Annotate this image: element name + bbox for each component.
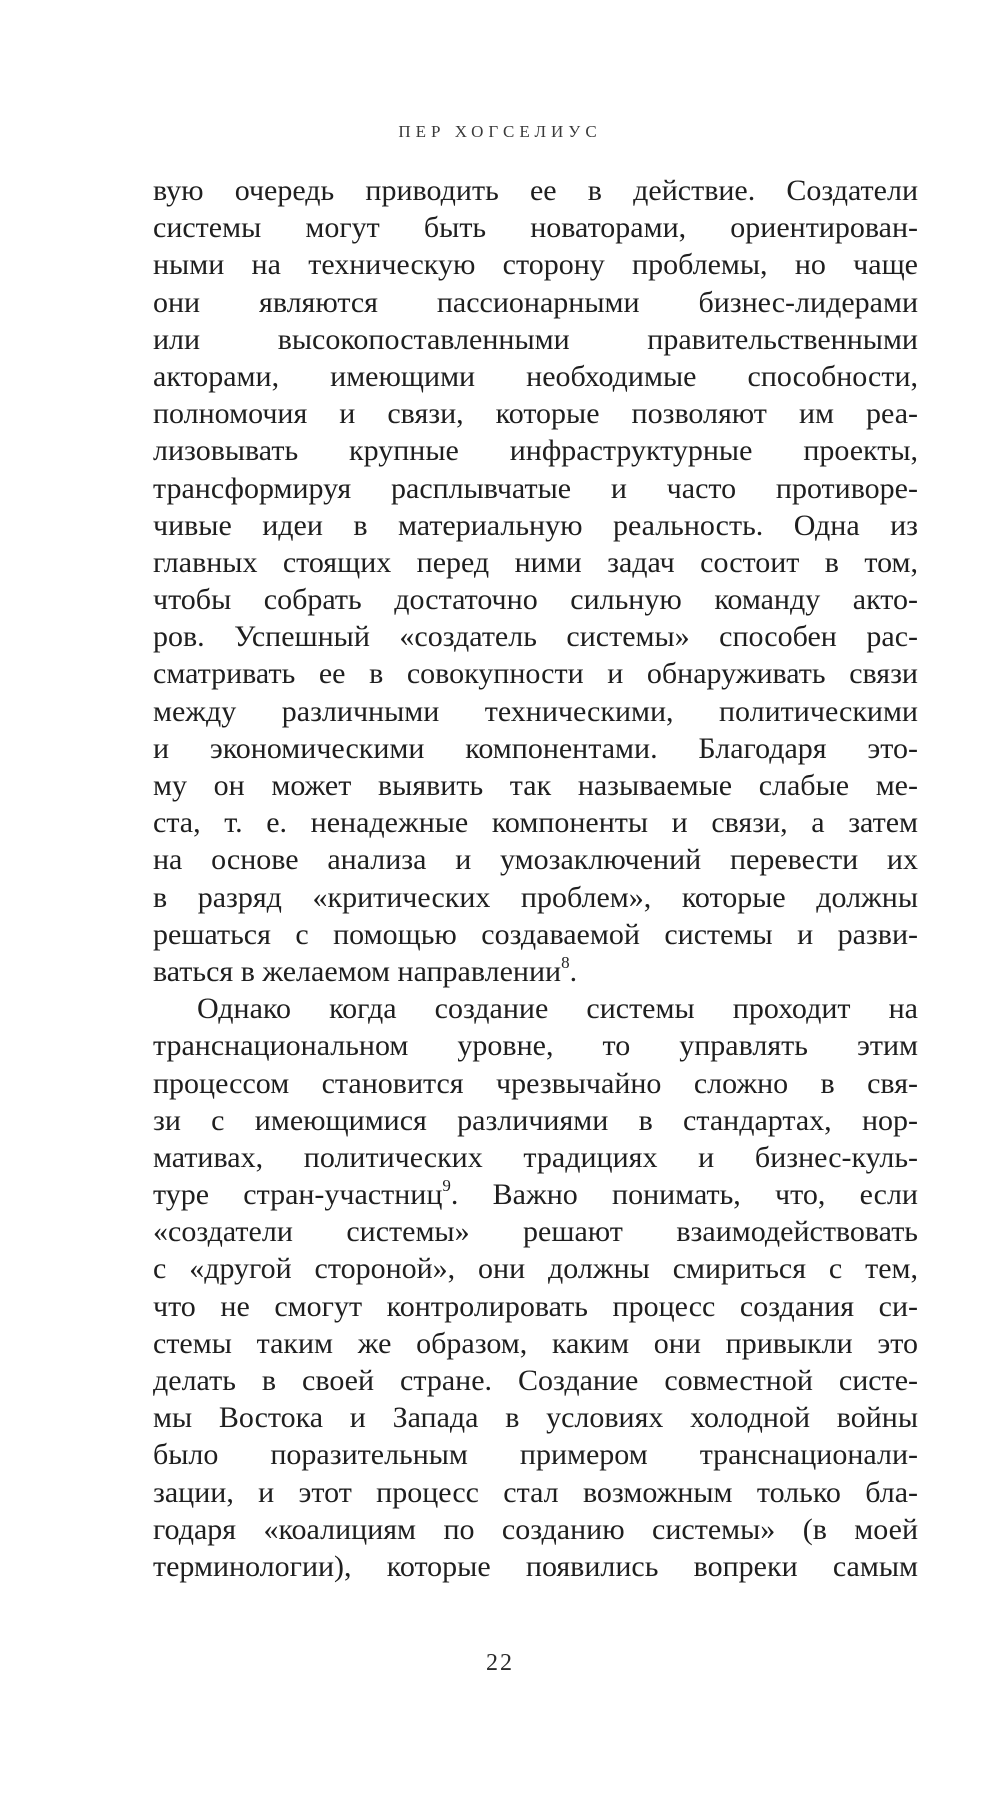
text-fragment: туре стран-участниц [153, 1178, 443, 1212]
text-line: годаря «коалициям по созданию системы» (в моей [153, 1512, 918, 1546]
text-line: они являются пассионарными бизнес-лидерами [153, 285, 918, 319]
text-line: делать в своей стране. Создание совместной систе- [153, 1364, 918, 1397]
running-head: ПЕР ХОГСЕЛИУС [398, 122, 602, 141]
text-line: стемы таким же образом, каким они привыкли это [153, 1326, 918, 1360]
text-line: процессом становится чрезвычайно сложно в свя- [153, 1066, 918, 1100]
text-line: решаться с помощью создаваемой системы и разви- [153, 917, 918, 951]
text-line: мы Востока и Запада в условиях холодной войны [153, 1401, 918, 1435]
text-line: акторами, имеющими необходимые способности, [153, 359, 918, 393]
text-line: мативах, политических традициях и бизнес-куль- [153, 1140, 918, 1174]
text-line: ров. Успешный «создатель системы» способен рас- [153, 620, 918, 654]
text-line: что не смогут контролировать процесс создания си- [153, 1289, 918, 1323]
paragraph-1 [153, 172, 918, 990]
footnote-marker[interactable]: 8 [561, 952, 570, 972]
text-line: лизовывать крупные инфраструктурные проекты, [153, 434, 918, 468]
text-line: между различными техническими, политическими [153, 694, 918, 728]
text-line: и экономическими компонентами. Благодаря это- [153, 731, 918, 765]
text-line: вую очередь приводить ее в действие. Создатели [153, 174, 918, 207]
text-line: Однако когда создание системы проходит на [197, 992, 918, 1026]
text-line: терминологии), которые появились вопреки самым [153, 1549, 918, 1583]
text-line: чтобы собрать достаточно сильную команду акто- [153, 583, 918, 617]
text-line: чивые идеи в материальную реальность. Одна из [153, 508, 918, 542]
text-line: ста, т. е. ненадежные компоненты и связи, а затем [153, 806, 918, 840]
page-number: 22 [486, 1650, 514, 1676]
text-line: или высокопоставленными правительственными [153, 322, 918, 356]
body-text [153, 172, 918, 1585]
text-line [153, 1176, 918, 1213]
text-fragment: . Важно понимать, что, если [450, 1178, 918, 1212]
text-line [153, 953, 918, 990]
text-line: на основе анализа и умозаключений перевести их [153, 843, 918, 877]
text-line: зации, и этот процесс стал возможным только бла- [153, 1475, 918, 1509]
footnote-marker[interactable]: 9 [442, 1176, 451, 1196]
text-line: главных стоящих перед ними задач состоит в том, [153, 545, 918, 579]
text-line: с «другой стороной», они должны смириться с тем, [153, 1252, 918, 1286]
text-line: «создатели системы» решают взаимодействовать [153, 1215, 918, 1249]
text-fragment: . [569, 954, 578, 988]
text-line: транснациональном уровне, то управлять этим [153, 1029, 918, 1063]
text-fragment: ваться в желаемом направлении [153, 954, 562, 988]
text-line: ными на техническую сторону проблемы, но чаще [153, 248, 918, 282]
text-line: полномочия и связи, которые позволяют им реа- [153, 397, 918, 431]
text-line: сматривать ее в совокупности и обнаруживать связи [153, 657, 918, 691]
text-line: му он может выявить так называемые слабые ме- [153, 769, 918, 802]
text-line: системы могут быть новаторами, ориентирован- [153, 211, 918, 245]
text-line: зи с имеющимися различиями в стандартах, нор- [153, 1103, 918, 1137]
text-line: было поразительным примером транснационали- [153, 1438, 918, 1472]
paragraph-2 [153, 990, 918, 1585]
text-line: в разряд «критических проблем», которые должны [153, 880, 918, 914]
text-line: трансформируя расплывчатые и часто противоре- [153, 471, 918, 505]
